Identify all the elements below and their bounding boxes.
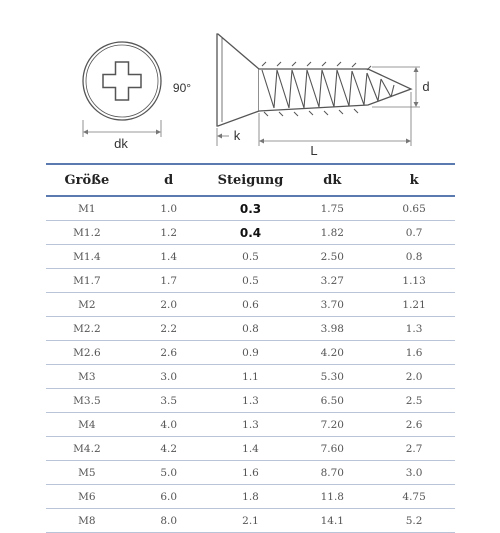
cell-dk: 3.70: [291, 293, 373, 317]
cell-k: 1.21: [373, 293, 455, 317]
cell-dk: 11.8: [291, 485, 373, 509]
cell-size: M6: [46, 485, 128, 509]
screw-side-view: [217, 34, 411, 126]
cell-dk: 1.75: [291, 196, 373, 221]
cell-d: 1.7: [128, 269, 210, 293]
cell-pitch: 1.3: [210, 413, 292, 437]
cell-size: M8: [46, 509, 128, 533]
cell-d: 2.2: [128, 317, 210, 341]
table-row: [46, 293, 455, 317]
cell-d: 2.6: [128, 341, 210, 365]
cell-dk: 7.20: [291, 413, 373, 437]
cell-pitch: 0.4: [210, 221, 292, 245]
d-label: d: [422, 79, 430, 94]
cell-dk: 8.70: [291, 461, 373, 485]
cell-size: M1.4: [46, 245, 128, 269]
cell-pitch: 1.6: [210, 461, 292, 485]
cell-k: 3.0: [373, 461, 455, 485]
table-row: [46, 196, 455, 221]
cell-size: M1.7: [46, 269, 128, 293]
table-row: [46, 317, 455, 341]
cell-dk: 3.98: [291, 317, 373, 341]
cell-k: 1.13: [373, 269, 455, 293]
cell-d: 2.0: [128, 293, 210, 317]
cell-k: 1.3: [373, 317, 455, 341]
cell-d: 3.5: [128, 389, 210, 413]
cell-size: M5: [46, 461, 128, 485]
cell-k: 1.6: [373, 341, 455, 365]
cell-dk: 2.50: [291, 245, 373, 269]
cell-pitch: 0.9: [210, 341, 292, 365]
cell-d: 4.2: [128, 437, 210, 461]
dk-label: dk: [114, 136, 128, 151]
header-dk: dk: [291, 164, 373, 196]
cell-pitch: 1.4: [210, 437, 292, 461]
cell-pitch: 0.3: [210, 196, 292, 221]
cell-d: 1.4: [128, 245, 210, 269]
phillips-cross-icon: [103, 62, 141, 100]
cell-pitch: 0.8: [210, 317, 292, 341]
cell-dk: 1.82: [291, 221, 373, 245]
dk-dimension: [83, 120, 161, 137]
header-k: k: [373, 164, 455, 196]
cell-size: M4: [46, 413, 128, 437]
cell-d: 6.0: [128, 485, 210, 509]
cell-pitch: 2.1: [210, 509, 292, 533]
cell-d: 3.0: [128, 365, 210, 389]
cell-pitch: 1.8: [210, 485, 292, 509]
cell-k: 0.7: [373, 221, 455, 245]
table-row: [46, 413, 455, 437]
screw-drawing: [0, 0, 500, 165]
cell-size: M1.2: [46, 221, 128, 245]
cell-d: 1.0: [128, 196, 210, 221]
table-row: [46, 269, 455, 293]
cell-k: 5.2: [373, 509, 455, 533]
header-pitch: Steigung: [210, 164, 292, 196]
header-size: Größe: [46, 164, 128, 196]
cell-size: M2.6: [46, 341, 128, 365]
cell-k: 0.65: [373, 196, 455, 221]
cell-dk: 4.20: [291, 341, 373, 365]
cell-size: M4.2: [46, 437, 128, 461]
cell-d: 5.0: [128, 461, 210, 485]
cell-d: 8.0: [128, 509, 210, 533]
cell-k: 2.5: [373, 389, 455, 413]
cell-pitch: 1.3: [210, 389, 292, 413]
cell-size: M2.2: [46, 317, 128, 341]
cell-dk: 14.1: [291, 509, 373, 533]
cell-dk: 6.50: [291, 389, 373, 413]
cell-dk: 7.60: [291, 437, 373, 461]
table-row: [46, 461, 455, 485]
cell-dk: 5.30: [291, 365, 373, 389]
cell-pitch: 0.5: [210, 269, 292, 293]
cell-size: M2: [46, 293, 128, 317]
table-row: [46, 221, 455, 245]
table-row: [46, 485, 455, 509]
spec-table: [46, 163, 455, 533]
cell-k: 2.7: [373, 437, 455, 461]
table-row: [46, 341, 455, 365]
table-row: [46, 389, 455, 413]
cell-pitch: 0.6: [210, 293, 292, 317]
table-row: [46, 365, 455, 389]
cell-k: 4.75: [373, 485, 455, 509]
cell-size: M1: [46, 196, 128, 221]
cell-pitch: 0.5: [210, 245, 292, 269]
table-row: [46, 509, 455, 533]
cell-dk: 3.27: [291, 269, 373, 293]
cell-pitch: 1.1: [210, 365, 292, 389]
table-row: [46, 437, 455, 461]
cell-size: M3: [46, 365, 128, 389]
table-row: [46, 245, 455, 269]
header-d: d: [128, 164, 210, 196]
cell-size: M3.5: [46, 389, 128, 413]
head-top-view: [83, 42, 161, 120]
angle-label: 90°: [172, 81, 192, 95]
table-header-row: [46, 164, 455, 196]
cell-d: 1.2: [128, 221, 210, 245]
cell-k: 2.6: [373, 413, 455, 437]
k-label: k: [233, 128, 241, 143]
L-label: L: [310, 143, 318, 158]
cell-d: 4.0: [128, 413, 210, 437]
cell-k: 2.0: [373, 365, 455, 389]
cell-k: 0.8: [373, 245, 455, 269]
